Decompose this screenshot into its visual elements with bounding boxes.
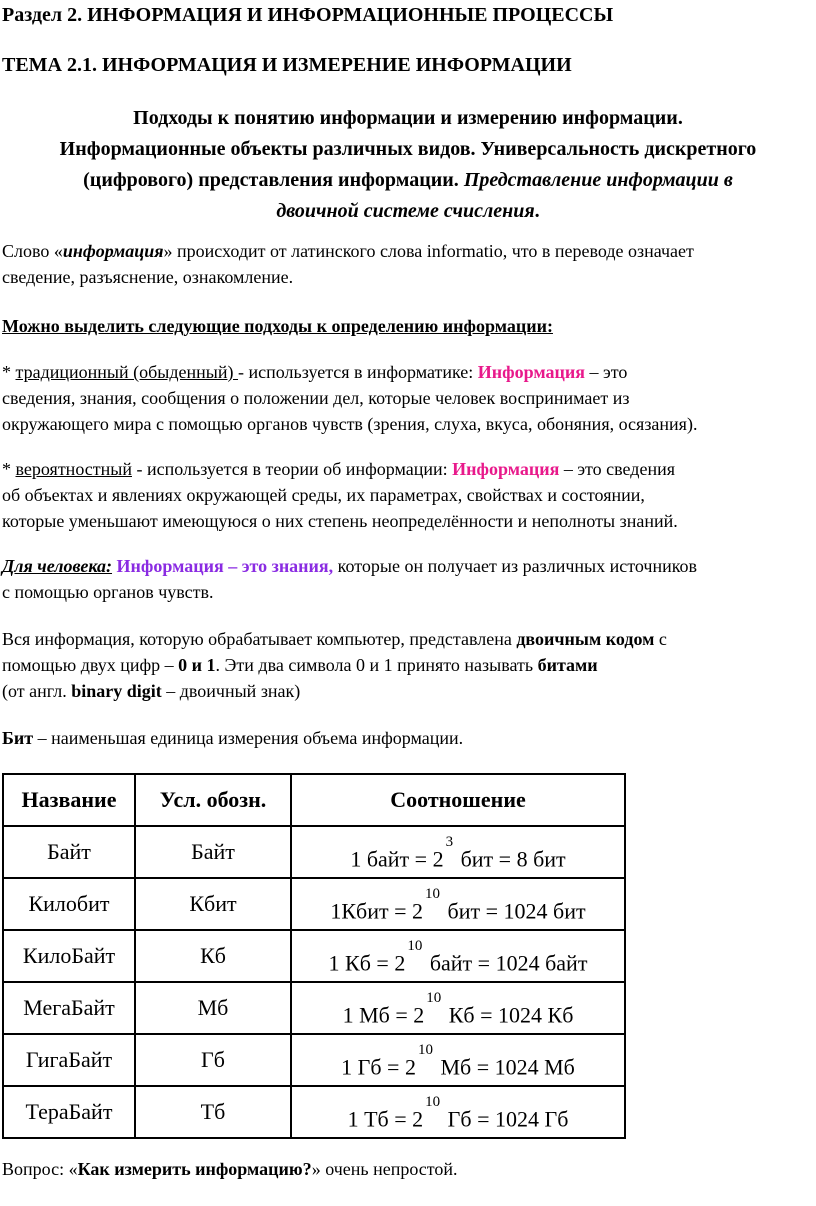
unit-relation	[291, 930, 625, 982]
relation-exponent: 3	[445, 833, 454, 850]
subtitle-line-4	[0, 196, 816, 227]
unit-abbr: Мб	[135, 982, 291, 1034]
question-post: » очень непростой.	[311, 1159, 458, 1179]
unit-relation	[291, 826, 625, 878]
header-name: Название	[3, 774, 135, 826]
binary-pre: Вся информация, которую обрабатывает компьютер, представлена	[2, 629, 517, 649]
unit-abbr: Тб	[135, 1086, 291, 1138]
human-line-2: с помощью органов чувств.	[2, 582, 214, 602]
unit-name: КилоБайт	[3, 930, 135, 982]
relation-exponent: 10	[425, 1093, 441, 1110]
approach1-post: – это	[584, 362, 628, 382]
section-label: Раздел	[2, 4, 68, 26]
bit-term: Бит	[2, 728, 34, 748]
human-label: Для человека:	[2, 556, 113, 576]
unit-name: ТераБайт	[3, 1086, 135, 1138]
unit-name: Байт	[3, 826, 135, 878]
unit-abbr: Байт	[135, 826, 291, 878]
relation-exponent: 10	[417, 1041, 433, 1058]
human-post: которые он получает из различных источников	[333, 556, 698, 576]
unit-relation	[291, 1034, 625, 1086]
binary-l2-mid: . Эти два символа 0 и 1 принято называть	[215, 655, 538, 675]
relation-lhs: 1 Кб = 2	[328, 950, 406, 976]
relation-rhs: бит = 8 бит	[455, 846, 566, 872]
subtitle-line-1: Подходы к понятию информации и измерению информации.	[133, 107, 683, 129]
approach1-name: традиционный (обыденный)	[15, 362, 239, 382]
unit-abbr: Гб	[135, 1034, 291, 1086]
human-term: Информация – это знания,	[112, 556, 334, 576]
relation-lhs: 1 Гб = 2	[341, 1054, 416, 1080]
relation-lhs: 1 байт = 2	[350, 846, 444, 872]
table-row	[3, 826, 625, 878]
binary-bits: битами	[537, 655, 598, 675]
topic-title: ТЕМА 2.1. ИНФОРМАЦИЯ И ИЗМЕРЕНИЕ ИНФОРМАЦИИ	[2, 54, 572, 76]
question-pre: Вопрос: «	[2, 1159, 78, 1179]
relation-rhs: Мб = 1024 Мб	[434, 1054, 575, 1080]
subtitle	[0, 103, 816, 227]
unit-abbr: Кбит	[135, 878, 291, 930]
bit-definition	[2, 725, 463, 751]
intro-line-2: сведение, разъяснение, ознакомление.	[2, 267, 294, 287]
unit-relation	[291, 982, 625, 1034]
relation-exponent: 10	[407, 937, 423, 954]
section-name: 2. ИНФОРМАЦИЯ И ИНФОРМАЦИОННЫЕ ПРОЦЕССЫ	[67, 4, 614, 26]
question-text: Как измерить информацию?	[77, 1159, 312, 1179]
bit-rest: – наименьшая единица измерения объема информации.	[33, 728, 464, 748]
relation-rhs: байт = 1024 байт	[424, 950, 588, 976]
intro-word: информация	[62, 241, 164, 261]
unit-name: МегаБайт	[3, 982, 135, 1034]
human-definition	[2, 553, 697, 605]
table-row	[3, 982, 625, 1034]
table-row	[3, 1086, 625, 1138]
binary-l3-post: – двоичный знак)	[161, 681, 301, 701]
binary-paragraph	[2, 626, 667, 704]
intro-post: » происходит от латинского слова informatio, что в переводе означает	[163, 241, 694, 261]
relation-rhs: Кб = 1024 Кб	[443, 1002, 574, 1028]
approach2-term: Информация	[452, 459, 560, 479]
table-row	[3, 878, 625, 930]
section-title	[2, 4, 613, 27]
subtitle-line-4-end: .	[534, 200, 540, 222]
subtitle-line-3-italic: Представление информации в	[463, 169, 733, 191]
table-row	[3, 1034, 625, 1086]
relation-rhs: бит = 1024 бит	[442, 898, 586, 924]
subtitle-line-4-italic: двоичной системе счисления	[276, 200, 535, 222]
relation-exponent: 10	[426, 989, 442, 1006]
unit-name: Килобит	[3, 878, 135, 930]
approach1-pre: - используется в информатике:	[238, 362, 478, 382]
relation-exponent: 10	[425, 885, 441, 902]
relation-lhs: 1 Тб = 2	[347, 1106, 424, 1132]
binary-code: двоичным кодом	[516, 629, 655, 649]
header-relation: Соотношение	[291, 774, 625, 826]
unit-relation	[291, 878, 625, 930]
subtitle-line-3-bold: (цифрового) представления информации.	[83, 169, 464, 191]
approach2-line-3: которые уменьшают имеющуюся о них степень неопределённости и неполноты знаний.	[2, 511, 678, 531]
binary-digit-term: binary digit	[71, 681, 162, 701]
binary-post: с	[654, 629, 667, 649]
subtitle-line-2: Информационные объекты различных видов. Универсальность дискретного	[59, 138, 757, 160]
relation-lhs: 1Кбит = 2	[330, 898, 424, 924]
approach-traditional	[2, 359, 697, 437]
approach2-line-2: об объектах и явлениях окружающей среды, их параметрах, свойствах и состоянии,	[2, 485, 645, 505]
approach-probabilistic	[2, 456, 678, 534]
intro-paragraph	[2, 238, 694, 290]
unit-name: ГигаБайт	[3, 1034, 135, 1086]
units-table	[2, 773, 626, 1139]
unit-abbr: Кб	[135, 930, 291, 982]
approach2-star: *	[2, 459, 16, 479]
subtitle-line-3	[0, 165, 816, 196]
approach2-name: вероятностный	[15, 459, 132, 479]
table-header-row	[3, 774, 625, 826]
approach2-post: – это сведения	[559, 459, 675, 479]
relation-rhs: Гб = 1024 Гб	[442, 1106, 569, 1132]
approach1-term: Информация	[477, 362, 585, 382]
binary-l3-pre: (от англ.	[2, 681, 72, 701]
relation-lhs: 1 Мб = 2	[342, 1002, 425, 1028]
question-line	[2, 1156, 458, 1182]
approach1-line-3: окружающего мира с помощью органов чувств (зрения, слуха, вкуса, обоняния, осязания).	[2, 414, 698, 434]
table-row	[3, 930, 625, 982]
binary-digits: 0 и 1	[178, 655, 216, 675]
approach1-star: *	[2, 362, 16, 382]
unit-relation	[291, 1086, 625, 1138]
approaches-title: Можно выделить следующие подходы к определению информации:	[2, 316, 553, 336]
header-abbr: Усл. обозн.	[135, 774, 291, 826]
approach2-pre: - используется в теории об информации:	[131, 459, 453, 479]
intro-pre: Слово «	[2, 241, 63, 261]
approach1-line-2: сведения, знания, сообщения о положении дел, которые человек воспринимает из	[2, 388, 630, 408]
binary-l2-pre: помощью двух цифр –	[2, 655, 179, 675]
